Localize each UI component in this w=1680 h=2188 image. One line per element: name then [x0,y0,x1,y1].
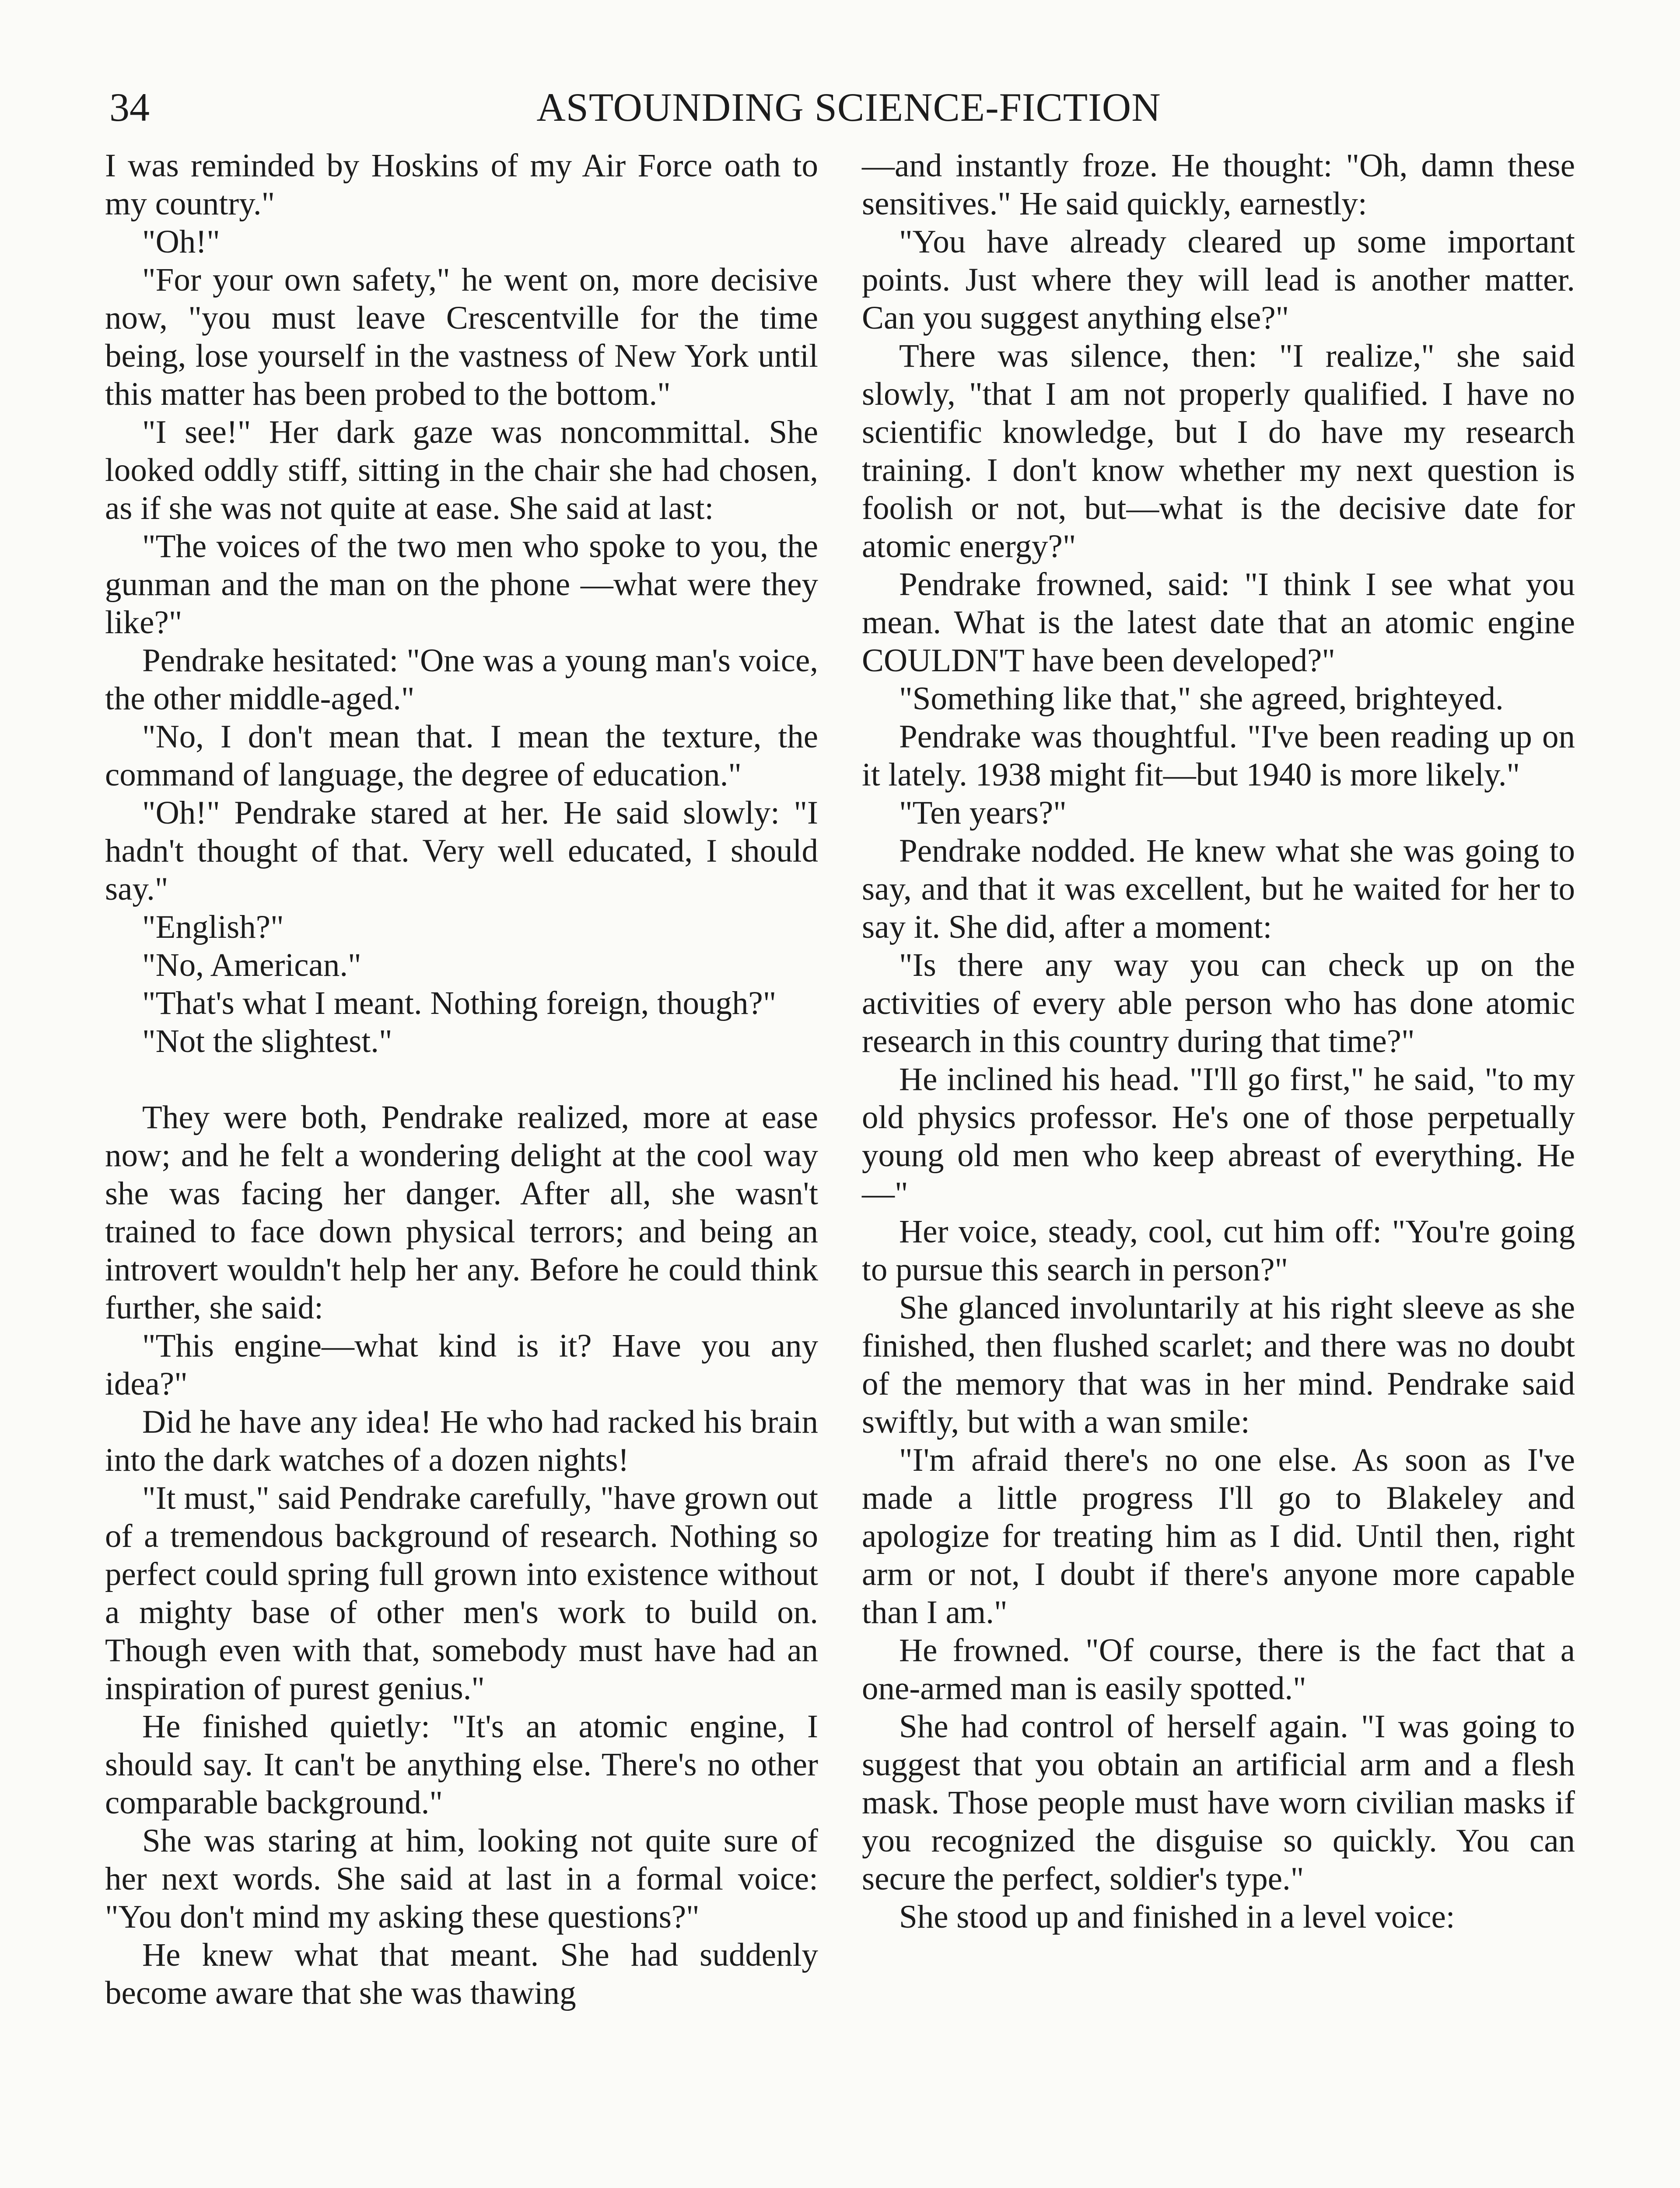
paragraph: "I'm afraid there's no one else. As soon as I've made a little progress I'll go to Blakeley and apologize for treating him as I did. Until then, right arm or not, I doubt if there's anyone more capable than I am." [862,1442,1575,1630]
paragraph: "The voices of the two men who spoke to you, the gunman and the man on the phone —what were they like?" [105,528,818,641]
left-column [105,147,818,2012]
paragraph: "This engine—what kind is it? Have you any idea?" [105,1328,818,1402]
paragraph: He finished quietly: "It's an atomic engine, I should say. It can't be anything else. There's no other comparable background." [105,1708,818,1821]
paragraph: "Ten years?" [899,795,1067,831]
paragraph: "No, American." [142,947,361,983]
paragraph: "Oh!" Pendrake stared at her. He said slowly: "I hadn't thought of that. Very well educated, I should say." [105,795,818,907]
section-break [105,1060,818,1098]
paragraph: "For your own safety," he went on, more decisive now, "you must leave Crescentville for the time being, lose yourself in the vastness of New York until this matter has been probed to the bottom." [105,262,818,412]
paragraph: She glanced involuntarily at his right sleeve as she finished, then flushed scarlet; and there was no doubt of the memory that was in her mind. Pendrake said swiftly, but with a wan smile: [862,1290,1575,1440]
paragraph: "Is there any way you can check up on the activities of every able person who has done atomic research in this country during that time?" [862,947,1575,1059]
paragraph: She had control of herself again. "I was going to suggest that you obtain an artificial arm and a flesh mask. Those people must have worn civilian masks if you recognized the disguise so quickly. You can secure the perfect, soldier's type." [862,1708,1575,1897]
paragraph: Pendrake hesitated: "One was a young man's voice, the other middle-aged." [105,642,818,717]
paragraph: I was reminded by Hoskins of my Air Force oath to my country." [105,147,818,222]
paragraph: "I see!" Her dark gaze was noncommittal. She looked oddly stiff, sitting in the chair she had chosen, as if she was not quite at ease. She said at last: [105,414,818,526]
paragraph: They were both, Pendrake realized, more at ease now; and he felt a wondering delight at the cool way she was facing her danger. After all, she wasn't trained to face down physical terrors; and being an introvert wouldn't help her any. Before he could think further, she said: [105,1099,818,1326]
paragraph: "You have already cleared up some important points. Just where they will lead is another matter. Can you suggest anything else?" [862,224,1575,336]
paragraph: Pendrake was thoughtful. "I've been reading up on it lately. 1938 might fit—but 1940 is more likely." [862,719,1575,793]
paragraph: "English?" [142,909,284,945]
paragraph: He knew what that meant. She had suddenly become aware that she was thawing [105,1937,818,2011]
paragraph: Pendrake frowned, said: "I think I see what you mean. What is the latest date that an atomic engine COULDN'T have been developed?" [862,566,1575,679]
paragraph: She was staring at him, looking not quite sure of her next words. She said at last in a formal voice: "You don't mind my asking these questions?" [105,1823,818,1935]
running-title: ASTOUNDING SCIENCE-FICTION [536,85,1161,130]
paragraph: "Not the slightest." [142,1023,392,1059]
paragraph: Her voice, steady, cool, cut him off: "You're going to pursue this search in person?" [862,1213,1575,1288]
paragraph: Did he have any idea! He who had racked his brain into the dark watches of a dozen nights! [105,1404,818,1478]
paragraph: —and instantly froze. He thought: "Oh, damn these sensitives." He said quickly, earnestly: [862,147,1575,222]
paragraph: "It must," said Pendrake carefully, "have grown out of a tremendous background of research. Nothing so perfect could spring full grown into existence without a mighty base of other men's work to build on. Though even with that, somebody must have had an inspiration of purest genius." [105,1480,818,1707]
paragraph: "Oh!" [142,224,220,260]
paragraph: "That's what I meant. Nothing foreign, though?" [142,985,777,1021]
paragraph: "Something like that," she agreed, brighteyed. [899,680,1504,717]
paragraph: "No, I don't mean that. I mean the texture, the command of language, the degree of education." [105,719,818,793]
paragraph: Pendrake nodded. He knew what she was going to say, and that it was excellent, but he waited for her to say it. She did, after a moment: [862,833,1575,945]
paragraph: There was silence, then: "I realize," she said slowly, "that I am not properly qualified. I have no scientific knowledge, but I do have my research training. I don't know whether my next question is foolish or not, but—what is the decisive date for atomic energy?" [862,338,1575,565]
right-column [862,147,1575,1936]
paragraph: He inclined his head. "I'll go first," he said, "to my old physics professor. He's one of those perpetually young old men who keep abreast of everything. He—" [862,1061,1575,1212]
paragraph: He frowned. "Of course, there is the fact that a one-armed man is easily spotted." [862,1632,1575,1707]
paragraph: She stood up and finished in a level voice: [899,1899,1455,1935]
page-header [109,83,1571,131]
page-number: 34 [109,85,150,130]
